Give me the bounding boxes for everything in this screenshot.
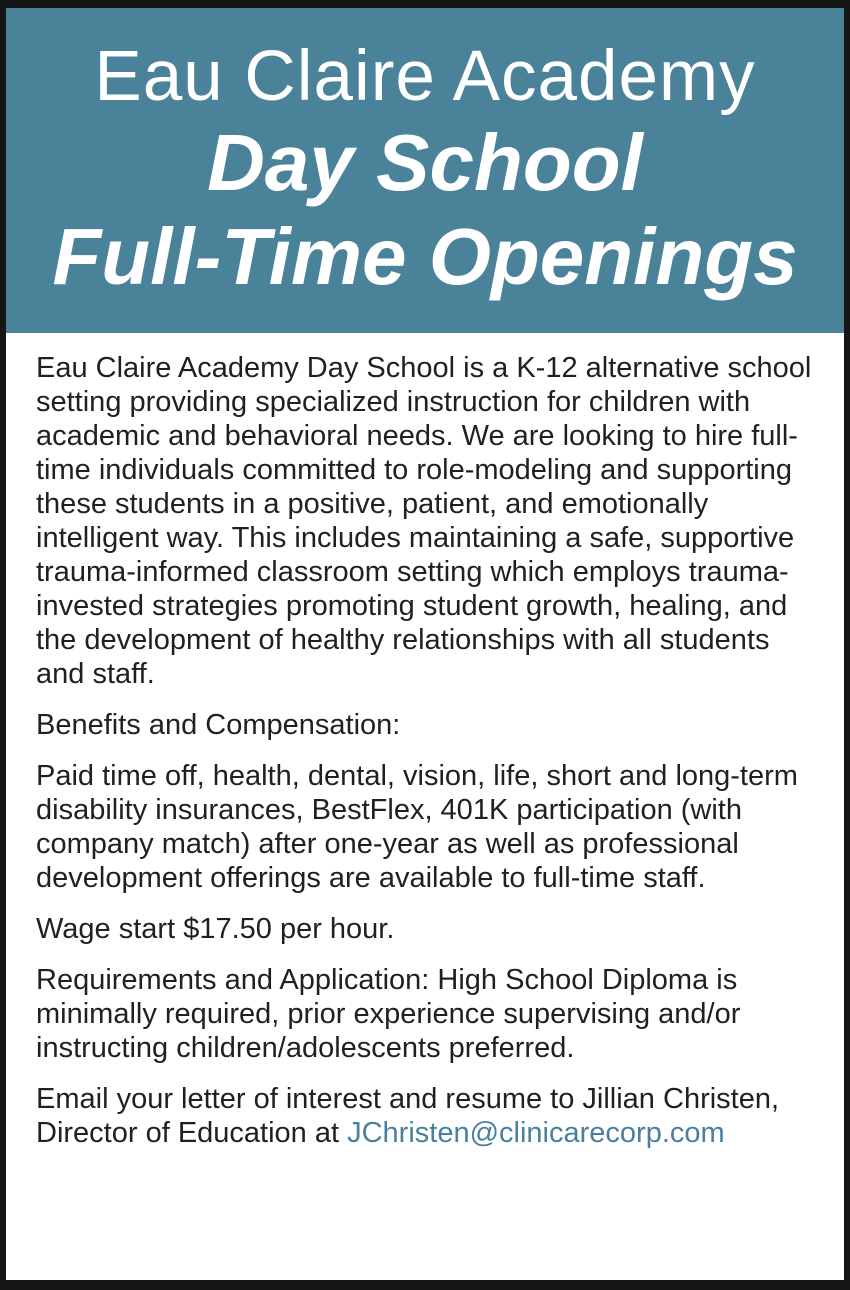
header-banner: [6, 8, 844, 333]
benefits-heading: Benefits and Compensation:: [36, 709, 401, 741]
requirements-paragraph: Requirements and Application: High School Diploma is minimally required, prior experience supervising and/or instructing children/adolescents preferred.: [36, 964, 741, 1064]
contact-intro-text: Email your letter of interest and resume to Jillian Christen, Director of Education at: [36, 1083, 780, 1149]
email-link[interactable]: JChristen@clinicarecorp.com: [347, 1117, 725, 1149]
benefits-paragraph: Paid time off, health, dental, vision, life, short and long-term disability insurances, BestFlex, 401K participation (with company match) after one-year as well as professional development offerings are available to full-time staff.: [36, 760, 798, 894]
ad-page: [6, 8, 844, 1280]
subtitle-full-time-openings: Full-Time Openings: [52, 212, 798, 301]
wage-line: Wage start $17.50 per hour.: [36, 913, 395, 945]
ad-body: [6, 333, 844, 1280]
organization-title: Eau Claire Academy: [94, 36, 756, 116]
subtitle-day-school: Day School: [207, 117, 643, 207]
contact-paragraph: [36, 1082, 816, 1150]
intro-paragraph: Eau Claire Academy Day School is a K-12 alternative school setting providing specialized instruction for children with academic and behavioral needs. We are looking to hire full-time individuals committed to role-modeling and supporting these students in a positive, patient, and emotionally intelligent way. This includes maintaining a safe, supportive trauma-informed classroom setting which employs trauma-invested strategies promoting student growth, healing, and the development of healthy relationships with all students and staff.: [36, 352, 812, 690]
